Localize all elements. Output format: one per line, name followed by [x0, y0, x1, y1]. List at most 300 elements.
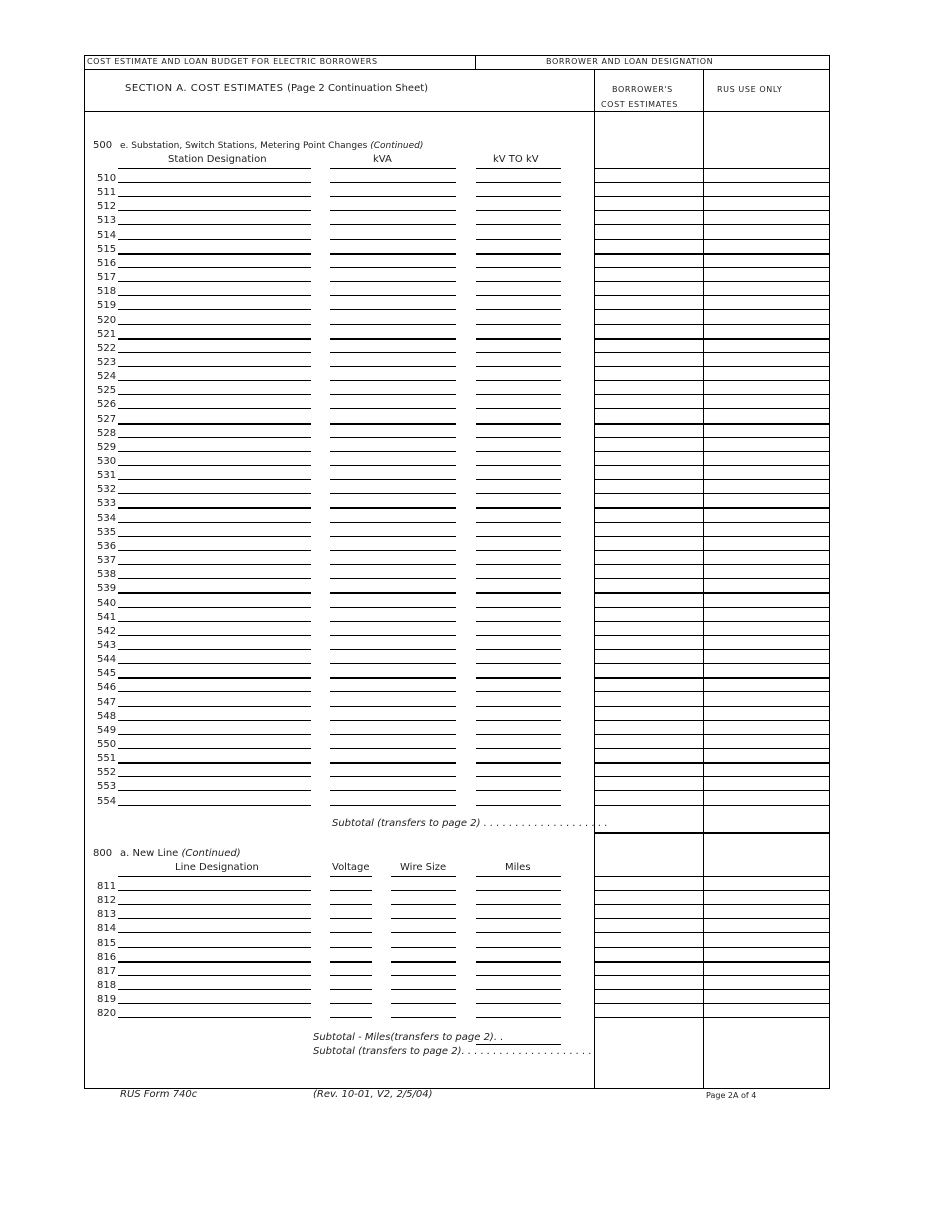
- substation-row-number: 545: [97, 668, 117, 680]
- substation-kv-to-kv-field[interactable]: [476, 210, 561, 211]
- substation-kv-to-kv-field[interactable]: [476, 253, 561, 255]
- substation-rus-use-field[interactable]: [704, 479, 829, 480]
- substation-borrower-cost-field[interactable]: [595, 592, 703, 594]
- substation-station-designation-field[interactable]: [118, 394, 311, 395]
- newline-rus-use-field[interactable]: [704, 1003, 829, 1004]
- substation-rus-use-field[interactable]: [704, 394, 829, 395]
- newline-rus-use-field[interactable]: [704, 989, 829, 990]
- substation-kv-to-kv-field[interactable]: [476, 267, 561, 268]
- substation-rus-use-field[interactable]: [704, 649, 829, 650]
- substation-row-number: 516: [97, 257, 117, 269]
- newline-rus-use-field[interactable]: [704, 961, 829, 963]
- substation-kva-field[interactable]: [330, 621, 456, 622]
- newline-wire-size-field[interactable]: [391, 932, 456, 933]
- newline-line-designation-field[interactable]: [118, 890, 311, 891]
- newline-wire-size-field[interactable]: [391, 1003, 456, 1004]
- substation-borrower-cost-field[interactable]: [595, 748, 703, 749]
- newline-borrower-cost-field[interactable]: [595, 918, 703, 919]
- newline-miles-field[interactable]: [476, 1003, 561, 1004]
- substation-rus-use-field[interactable]: [704, 210, 829, 211]
- substation-rus-use-field[interactable]: [704, 182, 829, 183]
- substation-borrower-cost-field[interactable]: [595, 281, 703, 282]
- newline-borrower-cost-field[interactable]: [595, 890, 703, 891]
- substation-kva-field[interactable]: [330, 309, 456, 310]
- substation-rus-use-field[interactable]: [704, 607, 829, 608]
- substation-borrower-cost-field[interactable]: [595, 578, 703, 579]
- substation-kv-to-kv-field[interactable]: [476, 706, 561, 707]
- newline-borrower-cost-field[interactable]: [595, 1017, 703, 1018]
- substation-station-designation-field[interactable]: [118, 564, 311, 565]
- substation-station-designation-field[interactable]: [118, 182, 311, 183]
- substation-kva-field[interactable]: [330, 253, 456, 255]
- substation-rus-use-field[interactable]: [704, 352, 829, 353]
- substation-kv-to-kv-field[interactable]: [476, 621, 561, 622]
- newline-wire-size-field[interactable]: [391, 1017, 456, 1018]
- newline-voltage-field[interactable]: [330, 932, 372, 933]
- newline-borrower-cost-field[interactable]: [595, 989, 703, 990]
- substation-rus-use-field[interactable]: [704, 281, 829, 282]
- form-number: RUS Form 740c: [120, 1089, 198, 1100]
- newline-miles-field[interactable]: [476, 947, 561, 948]
- substation-kva-field[interactable]: [330, 564, 456, 565]
- substation-kv-to-kv-field[interactable]: [476, 479, 561, 480]
- substation-rus-use-field[interactable]: [704, 196, 829, 197]
- substation-kva-field[interactable]: [330, 338, 456, 340]
- substation-rus-use-field[interactable]: [704, 734, 829, 735]
- substation-kva-field[interactable]: [330, 366, 456, 367]
- newline-voltage-field[interactable]: [330, 961, 372, 963]
- substation-kv-to-kv-field[interactable]: [476, 239, 561, 240]
- newline-voltage-field[interactable]: [330, 1017, 372, 1018]
- substation-rus-use-field[interactable]: [704, 691, 829, 692]
- substation-kva-field[interactable]: [330, 592, 456, 594]
- substation-row-number: 528: [97, 427, 117, 439]
- substation-kv-to-kv-field[interactable]: [476, 776, 561, 777]
- newline-line-designation-field[interactable]: [118, 918, 311, 919]
- substation-kv-to-kv-field[interactable]: [476, 437, 561, 438]
- newline-wire-size-field[interactable]: [391, 947, 456, 948]
- substation-rus-use-field[interactable]: [704, 776, 829, 777]
- substation-station-designation-field[interactable]: [118, 691, 311, 692]
- substation-borrower-cost-field[interactable]: [595, 734, 703, 735]
- substation-borrower-cost-field[interactable]: [595, 493, 703, 494]
- substation-kv-to-kv-field[interactable]: [476, 720, 561, 721]
- substation-kv-to-kv-field[interactable]: [476, 734, 561, 735]
- substation-borrower-cost-field[interactable]: [595, 224, 703, 225]
- subtotal-miles-field[interactable]: [476, 1044, 561, 1045]
- substation-kv-to-kv-field[interactable]: [476, 465, 561, 466]
- substation-rus-use-field[interactable]: [704, 720, 829, 721]
- substation-station-designation-field[interactable]: [118, 408, 311, 409]
- station-designation-heading: Station Designation: [168, 154, 267, 165]
- substation-borrower-cost-field[interactable]: [595, 210, 703, 211]
- substation-station-designation-field[interactable]: [118, 734, 311, 735]
- substation-station-designation-field[interactable]: [118, 607, 311, 608]
- newline-line-designation-field[interactable]: [118, 1017, 311, 1018]
- newline-voltage-field[interactable]: [330, 918, 372, 919]
- newline-line-designation-field[interactable]: [118, 961, 311, 963]
- newline-wire-size-field[interactable]: [391, 918, 456, 919]
- substation-borrower-cost-field[interactable]: [595, 239, 703, 240]
- substation-borrower-cost-field[interactable]: [595, 550, 703, 551]
- substation-kva-field[interactable]: [330, 649, 456, 650]
- substation-kva-field[interactable]: [330, 408, 456, 409]
- substation-station-designation-field[interactable]: [118, 493, 311, 494]
- substation-kva-field[interactable]: [330, 437, 456, 438]
- newline-voltage-field[interactable]: [330, 1003, 372, 1004]
- newline-rus-use-field[interactable]: [704, 1017, 829, 1018]
- substation-borrower-cost-field[interactable]: [595, 776, 703, 777]
- newline-voltage-field[interactable]: [330, 890, 372, 891]
- newline-line-designation-field[interactable]: [118, 975, 311, 976]
- substation-station-designation-field[interactable]: [118, 281, 311, 282]
- substation-kva-field[interactable]: [330, 536, 456, 537]
- substation-rus-use-field[interactable]: [704, 635, 829, 636]
- substation-kva-field[interactable]: [330, 352, 456, 353]
- substation-station-designation-field[interactable]: [118, 253, 311, 255]
- substation-station-designation-field[interactable]: [118, 522, 311, 523]
- substation-borrower-cost-field[interactable]: [595, 295, 703, 296]
- substation-kva-field[interactable]: [330, 239, 456, 240]
- substation-station-designation-field[interactable]: [118, 720, 311, 721]
- substation-kva-field[interactable]: [330, 748, 456, 749]
- substation-kva-field[interactable]: [330, 507, 456, 509]
- substation-kv-to-kv-field[interactable]: [476, 748, 561, 749]
- substation-borrower-cost-field[interactable]: [595, 408, 703, 409]
- substation-kva-field[interactable]: [330, 196, 456, 197]
- substation-kva-field[interactable]: [330, 281, 456, 282]
- substation-borrower-cost-field[interactable]: [595, 366, 703, 367]
- newline-voltage-field[interactable]: [330, 975, 372, 976]
- substation-borrower-cost-field[interactable]: [595, 507, 703, 509]
- substation-kv-to-kv-field[interactable]: [476, 338, 561, 340]
- substation-borrower-cost-field[interactable]: [595, 607, 703, 608]
- substation-borrower-cost-field[interactable]: [595, 338, 703, 340]
- newline-rus-use-field[interactable]: [704, 904, 829, 905]
- substation-station-designation-field[interactable]: [118, 706, 311, 707]
- substation-station-designation-field[interactable]: [118, 324, 311, 325]
- newline-line-designation-field[interactable]: [118, 947, 311, 948]
- substation-station-designation-field[interactable]: [118, 550, 311, 551]
- substation-station-designation-field[interactable]: [118, 748, 311, 749]
- substation-header-underline: [595, 168, 703, 169]
- substation-station-designation-field[interactable]: [118, 507, 311, 509]
- substation-kva-field[interactable]: [330, 762, 456, 764]
- substation-kva-field[interactable]: [330, 578, 456, 579]
- substation-kv-to-kv-field[interactable]: [476, 182, 561, 183]
- substation-borrower-cost-field[interactable]: [595, 706, 703, 707]
- substation-kv-to-kv-field[interactable]: [476, 578, 561, 579]
- substation-row-number: 520: [97, 314, 117, 326]
- substation-station-designation-field[interactable]: [118, 239, 311, 240]
- substation-kva-field[interactable]: [330, 805, 456, 806]
- substation-rus-use-field[interactable]: [704, 550, 829, 551]
- substation-rus-use-field[interactable]: [704, 224, 829, 225]
- substation-rus-use-field[interactable]: [704, 408, 829, 409]
- newline-rus-use-field[interactable]: [704, 947, 829, 948]
- newline-rus-use-field[interactable]: [704, 932, 829, 933]
- newline-header-underline: [476, 876, 561, 877]
- newline-borrower-cost-field[interactable]: [595, 947, 703, 948]
- substation-kva-field[interactable]: [330, 607, 456, 608]
- substation-borrower-cost-field[interactable]: [595, 182, 703, 183]
- substation-kv-to-kv-field[interactable]: [476, 522, 561, 523]
- substation-rus-use-field[interactable]: [704, 295, 829, 296]
- substation-borrower-cost-field[interactable]: [595, 196, 703, 197]
- substation-rus-use-field[interactable]: [704, 564, 829, 565]
- substation-borrower-cost-field[interactable]: [595, 352, 703, 353]
- substation-station-designation-field[interactable]: [118, 776, 311, 777]
- newline-borrower-cost-field[interactable]: [595, 932, 703, 933]
- newline-wire-size-field[interactable]: [391, 904, 456, 905]
- substation-kv-to-kv-field[interactable]: [476, 295, 561, 296]
- substation-rus-use-field[interactable]: [704, 621, 829, 622]
- substation-rus-use-field[interactable]: [704, 536, 829, 537]
- substation-rus-use-field[interactable]: [704, 805, 829, 806]
- substation-station-designation-field[interactable]: [118, 451, 311, 452]
- substation-kva-field[interactable]: [330, 479, 456, 480]
- newline-line-designation-field[interactable]: [118, 1003, 311, 1004]
- substation-kva-field[interactable]: [330, 224, 456, 225]
- substation-station-designation-field[interactable]: [118, 366, 311, 367]
- substation-borrower-cost-field[interactable]: [595, 479, 703, 480]
- newline-miles-field[interactable]: [476, 890, 561, 891]
- substation-station-designation-field[interactable]: [118, 196, 311, 197]
- substation-kva-field[interactable]: [330, 295, 456, 296]
- substation-station-designation-field[interactable]: [118, 423, 311, 425]
- substation-station-designation-field[interactable]: [118, 649, 311, 650]
- substation-kv-to-kv-field[interactable]: [476, 550, 561, 551]
- newline-header-underline: [391, 876, 456, 877]
- substation-station-designation-field[interactable]: [118, 465, 311, 466]
- newline-line-designation-field[interactable]: [118, 904, 311, 905]
- substation-station-designation-field[interactable]: [118, 536, 311, 537]
- substation-borrower-cost-field[interactable]: [595, 437, 703, 438]
- substation-rus-use-field[interactable]: [704, 578, 829, 579]
- substation-kva-field[interactable]: [330, 691, 456, 692]
- substation-kv-to-kv-field[interactable]: [476, 536, 561, 537]
- substation-borrower-cost-field[interactable]: [595, 423, 703, 425]
- substation-kv-to-kv-field[interactable]: [476, 451, 561, 452]
- substation-station-designation-field[interactable]: [118, 578, 311, 579]
- substation-kv-to-kv-field[interactable]: [476, 309, 561, 310]
- substation-borrower-cost-field[interactable]: [595, 253, 703, 255]
- substation-kv-to-kv-field[interactable]: [476, 790, 561, 791]
- substation-station-designation-field[interactable]: [118, 267, 311, 268]
- substation-station-designation-field[interactable]: [118, 762, 311, 764]
- substation-borrower-cost-field[interactable]: [595, 720, 703, 721]
- newline-miles-field[interactable]: [476, 975, 561, 976]
- substation-row-number: 521: [97, 328, 117, 340]
- newline-wire-size-field[interactable]: [391, 890, 456, 891]
- substation-kva-field[interactable]: [330, 394, 456, 395]
- substation-kv-to-kv-field[interactable]: [476, 691, 561, 692]
- substation-kv-to-kv-field[interactable]: [476, 635, 561, 636]
- substation-kva-field[interactable]: [330, 267, 456, 268]
- substation-rus-use-field[interactable]: [704, 253, 829, 255]
- substation-kva-field[interactable]: [330, 380, 456, 381]
- substation-borrower-cost-field[interactable]: [595, 677, 703, 679]
- substation-kva-field[interactable]: [330, 451, 456, 452]
- substation-kv-to-kv-field[interactable]: [476, 324, 561, 325]
- substation-kv-to-kv-field[interactable]: [476, 380, 561, 381]
- substation-kva-field[interactable]: [330, 706, 456, 707]
- rus-use-only-heading: RUS USE ONLY: [717, 85, 783, 94]
- substation-rus-use-field[interactable]: [704, 451, 829, 452]
- substation-borrower-cost-field[interactable]: [595, 564, 703, 565]
- substation-kv-to-kv-field[interactable]: [476, 196, 561, 197]
- substation-rus-use-field[interactable]: [704, 706, 829, 707]
- substation-rus-use-field[interactable]: [704, 338, 829, 340]
- substation-station-designation-field[interactable]: [118, 663, 311, 664]
- substation-kva-field[interactable]: [330, 550, 456, 551]
- newline-miles-field[interactable]: [476, 918, 561, 919]
- substation-station-designation-field[interactable]: [118, 210, 311, 211]
- newline-borrower-cost-field[interactable]: [595, 1003, 703, 1004]
- substation-station-designation-field[interactable]: [118, 677, 311, 679]
- substation-borrower-cost-field[interactable]: [595, 663, 703, 664]
- newline-borrower-cost-field[interactable]: [595, 904, 703, 905]
- newline-miles-field[interactable]: [476, 932, 561, 933]
- substation-kva-field[interactable]: [330, 522, 456, 523]
- substation-station-designation-field[interactable]: [118, 479, 311, 480]
- substation-borrower-cost-field[interactable]: [595, 522, 703, 523]
- substation-borrower-cost-field[interactable]: [595, 635, 703, 636]
- substation-station-designation-field[interactable]: [118, 352, 311, 353]
- newline-borrower-cost-field[interactable]: [595, 975, 703, 976]
- substation-station-designation-field[interactable]: [118, 338, 311, 340]
- substation-kva-field[interactable]: [330, 493, 456, 494]
- substation-kv-to-kv-field[interactable]: [476, 564, 561, 565]
- substation-rus-use-field[interactable]: [704, 663, 829, 664]
- substation-kv-to-kv-field[interactable]: [476, 281, 561, 282]
- newline-wire-size-field[interactable]: [391, 989, 456, 990]
- substation-rus-use-field[interactable]: [704, 790, 829, 791]
- newline-voltage-field[interactable]: [330, 989, 372, 990]
- substation-station-designation-field[interactable]: [118, 224, 311, 225]
- substation-kva-field[interactable]: [330, 182, 456, 183]
- newline-borrower-cost-field[interactable]: [595, 961, 703, 963]
- substation-borrower-cost-field[interactable]: [595, 649, 703, 650]
- substation-borrower-cost-field[interactable]: [595, 621, 703, 622]
- substation-rus-use-field[interactable]: [704, 465, 829, 466]
- substation-station-designation-field[interactable]: [118, 621, 311, 622]
- substation-rus-use-field[interactable]: [704, 507, 829, 509]
- newline-voltage-field[interactable]: [330, 947, 372, 948]
- substation-kv-to-kv-field[interactable]: [476, 423, 561, 425]
- substation-borrower-cost-field[interactable]: [595, 536, 703, 537]
- substation-kv-to-kv-field[interactable]: [476, 224, 561, 225]
- substation-kv-to-kv-field[interactable]: [476, 663, 561, 664]
- substation-kv-to-kv-field[interactable]: [476, 352, 561, 353]
- substation-rus-use-field[interactable]: [704, 677, 829, 679]
- substation-borrower-cost-field[interactable]: [595, 762, 703, 764]
- substation-kv-to-kv-field[interactable]: [476, 366, 561, 367]
- newline-line-designation-field[interactable]: [118, 989, 311, 990]
- substation-kv-to-kv-field[interactable]: [476, 592, 561, 594]
- newline-voltage-field[interactable]: [330, 904, 372, 905]
- substation-borrower-cost-field[interactable]: [595, 805, 703, 806]
- substation-row-number: 532: [97, 484, 117, 496]
- substation-kva-field[interactable]: [330, 663, 456, 664]
- substation-kv-to-kv-field[interactable]: [476, 805, 561, 806]
- substation-kv-to-kv-field[interactable]: [476, 677, 561, 679]
- substation-borrower-cost-field[interactable]: [595, 380, 703, 381]
- newline-wire-size-field[interactable]: [391, 961, 456, 963]
- newline-miles-field[interactable]: [476, 1017, 561, 1018]
- newline-miles-field[interactable]: [476, 961, 561, 963]
- substation-station-designation-field[interactable]: [118, 437, 311, 438]
- substation-kva-field[interactable]: [330, 734, 456, 735]
- substation-borrower-cost-field[interactable]: [595, 691, 703, 692]
- substation-station-designation-field[interactable]: [118, 790, 311, 791]
- substation-borrower-cost-field[interactable]: [595, 790, 703, 791]
- substation-kva-field[interactable]: [330, 465, 456, 466]
- substation-kva-field[interactable]: [330, 790, 456, 791]
- substation-station-designation-field[interactable]: [118, 380, 311, 381]
- substation-rus-use-field[interactable]: [704, 592, 829, 594]
- substation-kva-field[interactable]: [330, 720, 456, 721]
- newline-miles-field[interactable]: [476, 989, 561, 990]
- substation-rus-use-field[interactable]: [704, 748, 829, 749]
- substation-kva-field[interactable]: [330, 423, 456, 425]
- newline-rus-use-field[interactable]: [704, 975, 829, 976]
- substation-borrower-cost-field[interactable]: [595, 309, 703, 310]
- substation-rus-use-field[interactable]: [704, 762, 829, 764]
- newline-miles-field[interactable]: [476, 904, 561, 905]
- substation-kva-field[interactable]: [330, 776, 456, 777]
- substation-row-number: 524: [97, 371, 117, 383]
- newline-line-designation-field[interactable]: [118, 932, 311, 933]
- newline-row-number: 811: [97, 881, 117, 892]
- substation-station-designation-field[interactable]: [118, 309, 311, 310]
- substation-kv-to-kv-field[interactable]: [476, 607, 561, 608]
- substation-station-designation-field[interactable]: [118, 805, 311, 806]
- substation-rus-use-field[interactable]: [704, 309, 829, 310]
- substation-borrower-cost-field[interactable]: [595, 451, 703, 452]
- substation-rus-use-field[interactable]: [704, 366, 829, 367]
- substation-borrower-cost-field[interactable]: [595, 324, 703, 325]
- substation-rus-use-field[interactable]: [704, 522, 829, 523]
- newline-rus-use-field[interactable]: [704, 890, 829, 891]
- substation-borrower-cost-field[interactable]: [595, 394, 703, 395]
- substation-kva-field[interactable]: [330, 677, 456, 679]
- substation-rus-use-field[interactable]: [704, 324, 829, 325]
- substation-kva-field[interactable]: [330, 324, 456, 325]
- substation-kva-field[interactable]: [330, 210, 456, 211]
- substation-kv-to-kv-field[interactable]: [476, 649, 561, 650]
- substation-kv-to-kv-field[interactable]: [476, 408, 561, 409]
- substation-station-designation-field[interactable]: [118, 635, 311, 636]
- substation-kva-field[interactable]: [330, 635, 456, 636]
- newline-wire-size-field[interactable]: [391, 975, 456, 976]
- substation-borrower-cost-field[interactable]: [595, 465, 703, 466]
- newline-rus-use-field[interactable]: [704, 918, 829, 919]
- substation-station-designation-field[interactable]: [118, 592, 311, 594]
- substation-rus-use-field[interactable]: [704, 437, 829, 438]
- substation-kv-to-kv-field[interactable]: [476, 493, 561, 494]
- substation-rus-use-field[interactable]: [704, 239, 829, 240]
- substation-kv-to-kv-field[interactable]: [476, 507, 561, 509]
- substation-rus-use-field[interactable]: [704, 423, 829, 425]
- substation-borrower-cost-field[interactable]: [595, 267, 703, 268]
- substation-rus-use-field[interactable]: [704, 380, 829, 381]
- substation-kv-to-kv-field[interactable]: [476, 394, 561, 395]
- substation-station-designation-field[interactable]: [118, 295, 311, 296]
- substation-kv-to-kv-field[interactable]: [476, 762, 561, 764]
- substation-rus-use-field[interactable]: [704, 493, 829, 494]
- substation-rus-use-field[interactable]: [704, 267, 829, 268]
